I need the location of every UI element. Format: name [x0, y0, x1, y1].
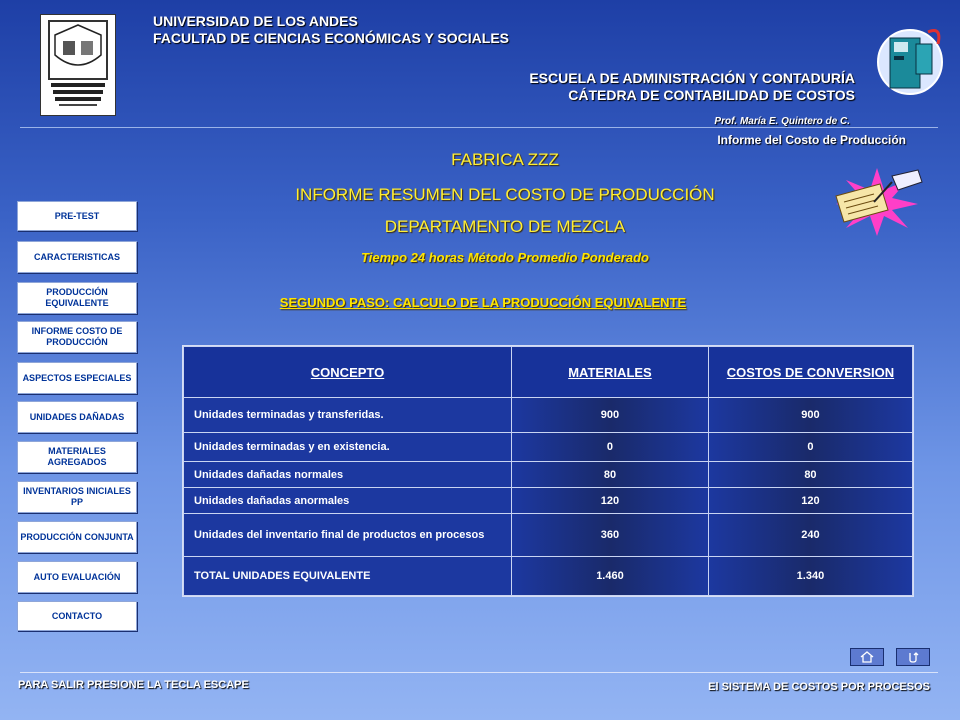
header-divider: [20, 127, 938, 128]
writing-hand-icon: [822, 168, 932, 241]
nav-informe-costo-button[interactable]: INFORME COSTO DE PRODUCCIÓN: [17, 321, 137, 353]
table-row: [184, 462, 913, 488]
row-materials: 900: [512, 398, 709, 433]
return-button[interactable]: [896, 648, 930, 666]
computer-icon: [876, 22, 944, 109]
system-title: El SISTEMA DE COSTOS POR PROCESOS: [708, 681, 930, 693]
equivalent-production-table: [182, 345, 914, 597]
row-conversion: 240: [708, 514, 912, 557]
row-conversion: 0: [708, 433, 912, 462]
row-materials: 1.460: [512, 557, 709, 596]
nav-auto-evaluacion-button[interactable]: AUTO EVALUACIÓN: [17, 561, 137, 593]
nav-materiales-agregados-button[interactable]: MATERIALES AGREGADOS: [17, 441, 137, 473]
return-icon: [906, 651, 920, 663]
row-concept: Unidades del inventario final de productos en procesos: [184, 514, 512, 557]
table-row: [184, 488, 913, 514]
footer-divider: [20, 672, 938, 673]
row-concept: Unidades terminadas y en existencia.: [184, 433, 512, 462]
nav-contacto-button[interactable]: CONTACTO: [17, 601, 137, 631]
nav-pre-test-button[interactable]: PRE-TEST: [17, 201, 137, 231]
university-seal-icon: [41, 15, 115, 115]
university-name: UNIVERSIDAD DE LOS ANDES: [153, 13, 358, 29]
row-conversion: 900: [708, 398, 912, 433]
professor-name: Prof. María E. Quintero de C.: [714, 116, 850, 127]
home-icon: [860, 651, 874, 663]
row-materials: 80: [512, 462, 709, 488]
row-concept: TOTAL UNIDADES EQUIVALENTE: [184, 557, 512, 596]
table-row: [184, 514, 913, 557]
row-materials: 360: [512, 514, 709, 557]
row-concept: Unidades dañadas normales: [184, 462, 512, 488]
row-materials: 0: [512, 433, 709, 462]
nav-inventarios-iniciales-button[interactable]: INVENTARIOS INICIALES PP: [17, 481, 137, 513]
university-header: [153, 13, 509, 47]
nav-unidades-danadas-button[interactable]: UNIDADES DAÑADAS: [17, 401, 137, 433]
nav-aspectos-especiales-button[interactable]: ASPECTOS ESPECIALES: [17, 362, 137, 394]
row-concept: Unidades dañadas anormales: [184, 488, 512, 514]
report-label: Informe del Costo de Producción: [717, 133, 906, 147]
nav-caracteristicas-button[interactable]: CARACTERISTICAS: [17, 241, 137, 273]
nav-produccion-equivalente-button[interactable]: PRODUCCIÓN EQUIVALENTE: [17, 282, 137, 314]
school-header: [529, 70, 855, 104]
table-row-total: [184, 557, 913, 596]
row-materials: 120: [512, 488, 709, 514]
step-heading: SEGUNDO PASO: CALCULO DE LA PRODUCCIÓN EQUIVALENTE: [279, 295, 687, 310]
table-row: [184, 398, 913, 433]
department-title: DEPARTAMENTO DE MEZCLA: [384, 217, 626, 236]
column-header-conversion: COSTOS DE CONVERSION: [708, 347, 912, 398]
table-row: [184, 433, 913, 462]
column-header-materiales: MATERIALES: [512, 347, 709, 398]
report-title: INFORME RESUMEN DEL COSTO DE PRODUCCIÓN: [295, 185, 715, 204]
university-logo: [40, 14, 116, 116]
nav-produccion-conjunta-button[interactable]: PRODUCCIÓN CONJUNTA: [17, 521, 137, 553]
chair-name: CÁTEDRA DE CONTABILIDAD DE COSTOS: [568, 87, 855, 103]
row-conversion: 1.340: [708, 557, 912, 596]
column-header-concepto: CONCEPTO: [184, 347, 512, 398]
exit-instruction: PARA SALIR PRESIONE LA TECLA ESCAPE: [18, 679, 249, 691]
row-concept: Unidades terminadas y transferidas.: [184, 398, 512, 433]
factory-title: FABRICA ZZZ: [451, 150, 559, 169]
row-conversion: 80: [708, 462, 912, 488]
home-button[interactable]: [850, 648, 884, 666]
school-name: ESCUELA DE ADMINISTRACIÓN Y CONTADURÍA: [529, 70, 855, 86]
row-conversion: 120: [708, 488, 912, 514]
method-subtitle: Tiempo 24 horas Método Promedio Ponderado: [361, 250, 649, 265]
faculty-name: FACULTAD DE CIENCIAS ECONÓMICAS Y SOCIALES: [153, 30, 509, 46]
